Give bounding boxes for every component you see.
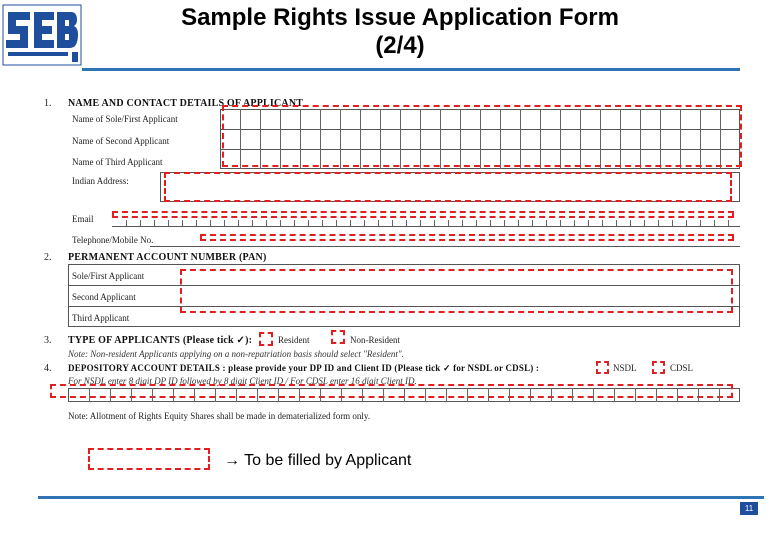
cell-divider [126, 220, 127, 226]
cell-divider [630, 220, 631, 226]
cell-divider [252, 220, 253, 226]
cell-divider [560, 220, 561, 226]
cell-divider [168, 220, 169, 226]
label-second-applicant-name: Name of Second Applicant [72, 136, 170, 146]
header-divider [82, 68, 740, 71]
resident-checkbox[interactable] [259, 332, 273, 346]
cell-divider [210, 220, 211, 226]
cell-divider [448, 220, 449, 226]
cell-divider [602, 220, 603, 226]
footer-divider [38, 496, 764, 499]
cell-divider [672, 220, 673, 226]
label-telephone: Telephone/Mobile No. [72, 235, 154, 245]
section-4-title: DEPOSITORY ACCOUNT DETAILS : please provide your DP ID and Client ID (Please tick ✓ for NSDL or CDSL) : [68, 363, 540, 373]
cell-divider [154, 220, 155, 226]
page-number-badge: 11 [740, 502, 758, 515]
cell-divider [173, 388, 174, 402]
section-3-number: 3. [44, 335, 52, 346]
email-field-line [112, 226, 740, 227]
cell-divider [614, 388, 615, 402]
page-title [100, 4, 700, 60]
label-pan-second: Second Applicant [72, 292, 136, 302]
title-line-1: Sample Rights Issue Application Form [181, 4, 619, 31]
section-2-title: PERMANENT ACCOUNT NUMBER (PAN) [68, 252, 267, 263]
cell-divider [635, 388, 636, 402]
section-1-number: 1. [44, 98, 52, 109]
cell-divider [238, 220, 239, 226]
label-pan-third: Third Applicant [72, 313, 130, 323]
fill-area-address[interactable] [164, 172, 732, 202]
cell-divider [532, 220, 533, 226]
fill-area-email[interactable] [112, 211, 734, 218]
cell-divider [593, 388, 594, 402]
cell-divider [89, 388, 90, 402]
label-pan-first: Sole/First Applicant [72, 271, 145, 281]
title-line-2: (2/4) [375, 32, 425, 59]
non-resident-note: Note: Non-resident Applicants applying on a non-repatriation basis should select "Resident". [68, 349, 404, 359]
cell-divider [383, 388, 384, 402]
cell-divider [509, 388, 510, 402]
cell-divider [182, 220, 183, 226]
label-indian-address: Indian Address: [72, 176, 129, 186]
cell-divider [686, 220, 687, 226]
label-non-resident: Non-Resident [350, 335, 400, 345]
cell-divider [266, 220, 267, 226]
cell-divider [698, 388, 699, 402]
cell-divider [224, 220, 225, 226]
cell-divider [518, 220, 519, 226]
cell-divider [215, 388, 216, 402]
cell-divider [406, 220, 407, 226]
cell-divider [616, 220, 617, 226]
cdsl-checkbox[interactable] [652, 361, 665, 374]
cell-divider [308, 220, 309, 226]
telephone-field-line [150, 246, 740, 247]
sebi-logo [2, 4, 82, 66]
non-resident-checkbox[interactable] [331, 330, 345, 344]
legend-text: → To be filled by Applicant [224, 452, 412, 469]
cell-divider [656, 388, 657, 402]
label-first-applicant-name: Name of Sole/First Applicant [72, 114, 178, 124]
cell-divider [350, 220, 351, 226]
cell-divider [110, 388, 111, 402]
cell-divider [294, 220, 295, 226]
label-resident: Resident [278, 335, 310, 345]
cell-divider [572, 388, 573, 402]
section-2-number: 2. [44, 252, 52, 263]
cell-divider [677, 388, 678, 402]
cell-divider [588, 220, 589, 226]
cell-divider [504, 220, 505, 226]
cell-divider [476, 220, 477, 226]
cell-divider [434, 220, 435, 226]
cell-divider [530, 388, 531, 402]
section-1-title: NAME AND CONTACT DETAILS OF APPLICANT [68, 98, 304, 109]
cell-divider [131, 388, 132, 402]
cell-divider [378, 220, 379, 226]
label-email: Email [72, 214, 94, 224]
cell-divider [152, 388, 153, 402]
cell-divider [299, 388, 300, 402]
label-nsdl: NSDL [613, 363, 637, 373]
section-4-number: 4. [44, 363, 52, 374]
cell-divider [728, 220, 729, 226]
nsdl-checkbox[interactable] [596, 361, 609, 374]
cell-divider [574, 220, 575, 226]
rights-issue-form-section [40, 92, 740, 432]
cell-divider [362, 388, 363, 402]
cell-divider [196, 220, 197, 226]
cell-divider [194, 388, 195, 402]
cell-divider [714, 220, 715, 226]
fill-area-applicant-names[interactable] [222, 105, 742, 167]
label-cdsl: CDSL [670, 363, 694, 373]
cell-divider [425, 388, 426, 402]
cell-divider [140, 220, 141, 226]
fill-area-telephone[interactable] [200, 234, 734, 241]
cell-divider [420, 220, 421, 226]
cell-divider [462, 220, 463, 226]
cell-divider [364, 220, 365, 226]
cell-divider [644, 220, 645, 226]
cell-divider [236, 388, 237, 402]
cell-divider [700, 220, 701, 226]
cell-divider [467, 388, 468, 402]
cell-divider [336, 220, 337, 226]
cell-divider [446, 388, 447, 402]
cell-divider [320, 388, 321, 402]
cell-divider [404, 388, 405, 402]
cell-divider [488, 388, 489, 402]
cell-divider [257, 388, 258, 402]
cell-divider [490, 220, 491, 226]
allotment-note: Note: Allotment of Rights Equity Shares shall be made in dematerialized form only. [68, 411, 371, 421]
cell-divider [392, 220, 393, 226]
cell-divider [280, 220, 281, 226]
cell-divider [322, 220, 323, 226]
cell-divider [658, 220, 659, 226]
cell-divider [341, 388, 342, 402]
legend-dashed-box [88, 448, 210, 470]
cell-divider [546, 220, 547, 226]
fill-area-pan[interactable] [180, 269, 733, 313]
cell-divider [551, 388, 552, 402]
cell-divider [719, 388, 720, 402]
depository-note: For NSDL enter 8 digit DP ID followed by 8 digit Client ID / For CDSL enter 16 digit Client ID. [68, 376, 417, 386]
section-3-title: TYPE OF APPLICANTS (Please tick ✓): [68, 335, 253, 346]
label-third-applicant-name: Name of Third Applicant [72, 157, 163, 167]
cell-divider [278, 388, 279, 402]
